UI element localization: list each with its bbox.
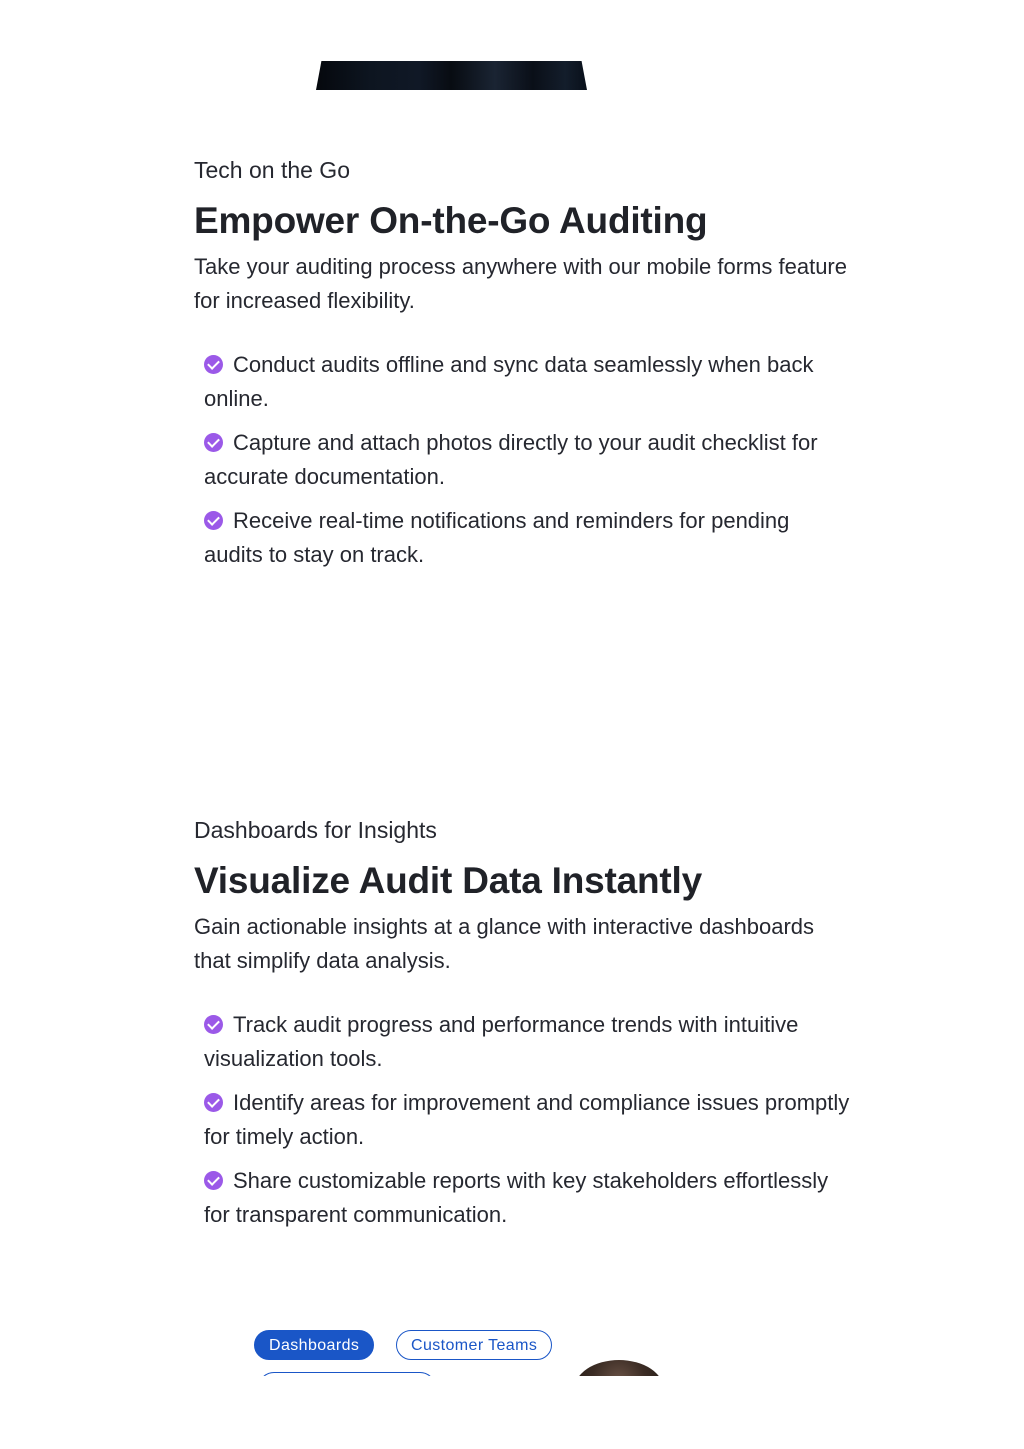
partial-chip[interactable] (258, 1372, 436, 1376)
dashboards-section (194, 814, 854, 1242)
section-description: Gain actionable insights at a glance with interactive dashboards that simplify data analysis. (194, 914, 815, 973)
feature-item (204, 426, 854, 494)
feature-text: Receive real-time notifications and reminders for pending audits to stay on track. (204, 508, 790, 567)
feature-item (204, 1164, 854, 1232)
check-circle-icon (204, 511, 223, 530)
check-circle-icon (204, 355, 223, 374)
mobile-auditing-section (194, 154, 854, 582)
customer-teams-chip[interactable]: Customer Teams (396, 1330, 552, 1360)
section-title: Visualize Audit Data Instantly (194, 860, 703, 901)
section-eyebrow: Tech on the Go (194, 157, 350, 183)
feature-list (204, 1008, 854, 1232)
check-circle-icon (204, 1015, 223, 1034)
feature-item (204, 348, 854, 416)
feature-item (204, 1008, 854, 1076)
feature-list (204, 348, 854, 572)
feature-text: Share customizable reports with key stakeholders effortlessly for transparent communication. (204, 1168, 829, 1227)
feature-text: Conduct audits offline and sync data seamlessly when back online. (204, 352, 814, 411)
check-circle-icon (204, 433, 223, 452)
feature-item (204, 1086, 854, 1154)
dashboards-chip[interactable]: Dashboards (254, 1330, 374, 1360)
check-circle-icon (204, 1171, 223, 1190)
feature-text: Identify areas for improvement and compliance issues promptly for timely action. (204, 1090, 850, 1149)
dashboard-preview (0, 1320, 1024, 1376)
person-photo (574, 1360, 664, 1376)
feature-item (204, 504, 854, 572)
hero-image-cropped (316, 61, 587, 90)
feature-text: Capture and attach photos directly to your audit checklist for accurate documentation. (204, 430, 818, 489)
section-eyebrow: Dashboards for Insights (194, 817, 437, 843)
feature-text: Track audit progress and performance trends with intuitive visualization tools. (204, 1012, 799, 1071)
section-description: Take your auditing process anywhere with our mobile forms feature for increased flexibility. (194, 254, 847, 313)
section-title: Empower On-the-Go Auditing (194, 200, 708, 241)
check-circle-icon (204, 1093, 223, 1112)
